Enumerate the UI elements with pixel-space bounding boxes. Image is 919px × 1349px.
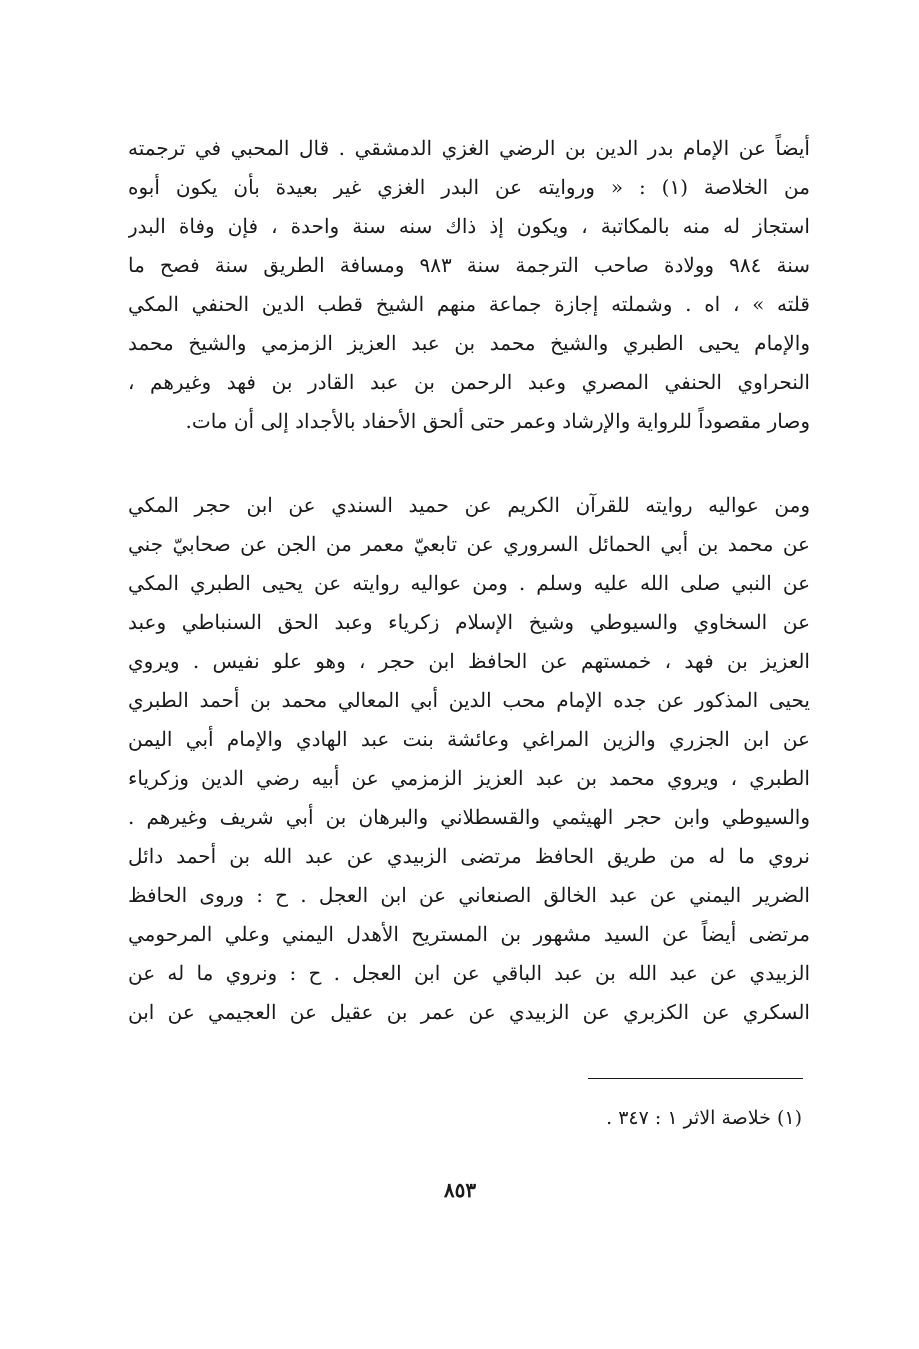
text-line: الطبري ، ويروي محمد بن عبد العزيز الزمزمي عن أبيه رضي الدين وزكرياء	[128, 766, 810, 790]
text-line: الضرير اليمني عن عبد الخالق الصنعاني عن ابن العجل . ح : وروى الحافظ	[128, 883, 810, 907]
text-line: عن النبي صلى الله عليه وسلم . ومن عواليه روايته عن يحيى الطبري المكي	[128, 571, 810, 595]
text-line: الزبيدي عن عبد الله بن عبد الباقي عن ابن العجل . ح : ونروي ما له عن	[128, 961, 810, 985]
text-line: استجاز له منه بالمكاتبة ، ويكون إذ ذاك سنه سنة واحدة ، فإن وفاة البدر	[128, 214, 810, 238]
text-line: مرتضى أيضاً عن السيد مشهور بن المستريح الأهدل اليمني وعلي المرحومي	[128, 922, 810, 946]
paragraph-1	[128, 129, 810, 441]
paragraph-2	[128, 486, 810, 1032]
text-line: عن السخاوي والسيوطي وشيخ الإسلام زكرياء وعبد الحق السنباطي وعبد	[128, 610, 810, 634]
text-line: النحراوي الحنفي المصري وعبد الرحمن بن عبد القادر بن فهد وغيرهم ،	[128, 370, 810, 394]
text-line: نروي ما له من طريق الحافظ مرتضى الزبيدي عن عبد الله بن أحمد دائل	[128, 844, 810, 868]
footnote-divider	[588, 1078, 803, 1079]
text-line: عن ابن الجزري والزين المراغي وعائشة بنت عبد الهادي والإمام أبي اليمن	[128, 727, 810, 751]
text-line: ومن عواليه روايته للقرآن الكريم عن حميد السندي عن ابن حجر المكي	[128, 493, 810, 517]
text-line: العزيز بن فهد ، خمستهم عن الحافظ ابن حجر ، وهو علو نفيس . ويروي	[128, 649, 810, 673]
text-line: قلته » ، اه . وشملته إجازة جماعة منهم الشيخ قطب الدين الحنفي المكي	[128, 292, 810, 316]
page-number: ٨٥٣	[443, 1178, 477, 1202]
footnote: (١) خلاصة الاثر ١ : ٣٤٧ .	[606, 1107, 802, 1129]
text-line: عن محمد بن أبي الحمائل السروري عن تابعيّ معمر من الجن عن صحابيّ جني	[128, 532, 810, 556]
text-line: السكري عن الكزبري عن الزبيدي عن عمر بن عقيل عن العجيمي عن ابن	[128, 1000, 810, 1024]
text-line: من الخلاصة (١) : « وروايته عن البدر الغزي غير بعيدة بأن يكون أبوه	[128, 175, 810, 199]
text-line: وصار مقصوداً للرواية والإرشاد وعمر حتى ألحق الأحفاد بالأجداد إلى أن مات.	[185, 409, 810, 433]
text-line: والإمام يحيى الطبري والشيخ محمد بن عبد العزيز الزمزمي والشيخ محمد	[128, 331, 810, 355]
text-line: سنة ٩٨٤ وولادة صاحب الترجمة سنة ٩٨٣ ومسافة الطريق سنة فصح ما	[128, 253, 810, 277]
text-line: يحيى المذكور عن جده الإمام محب الدين أبي المعالي محمد بن أحمد الطبري	[128, 688, 810, 712]
text-line: والسيوطي وابن حجر الهيثمي والقسطلاني والبرهان بن أبي شريف وغيرهم .	[128, 805, 810, 829]
text-line: أيضاً عن الإمام بدر الدين بن الرضي الغزي الدمشقي . قال المحبي في ترجمته	[128, 136, 810, 160]
